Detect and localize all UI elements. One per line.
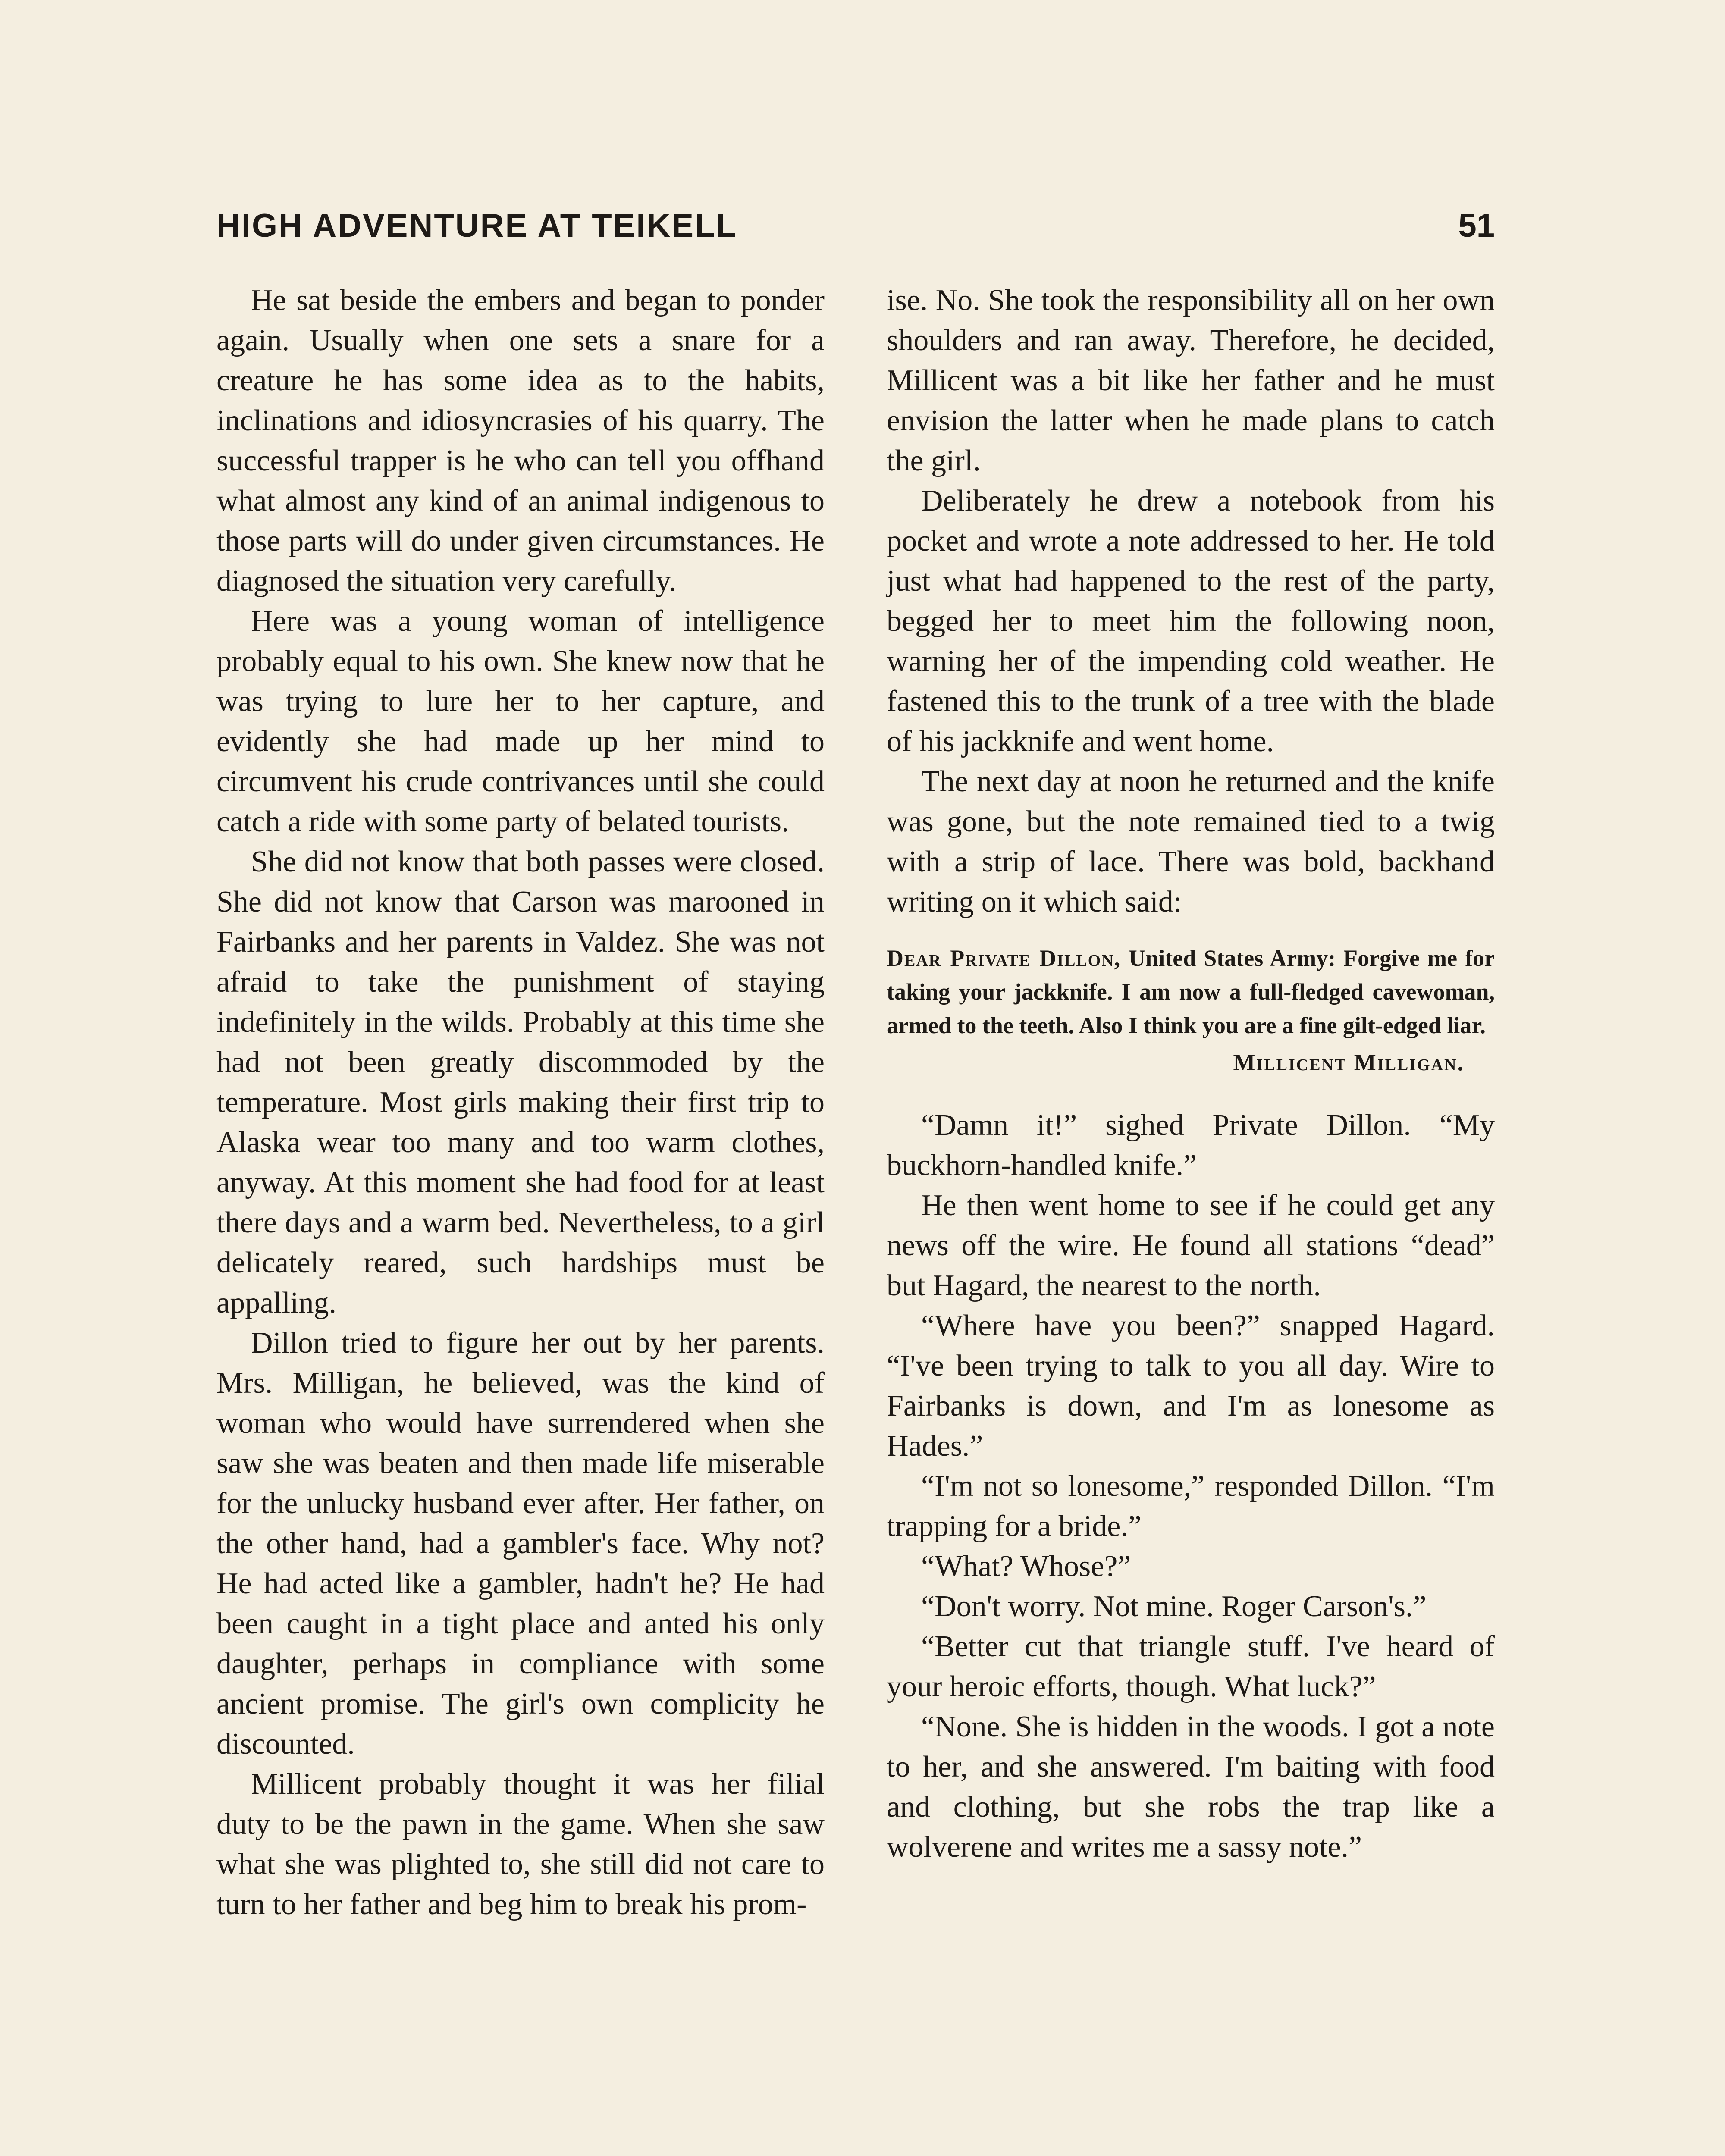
paragraph: Dillon tried to figure her out by her parents. Mrs. Milligan, he believed, was the kind of woman who would have surrendered when she saw she was beaten and then made life miserable for the unlucky husband ever after. Her father, on the other hand, had a gambler's face. Why not? He had acted like a gambler, hadn't he? He had been caught in a tight place and anted his only daughter, perhaps in compliance with some ancient promise. The girl's own complicity he discounted.: [216, 1326, 825, 1761]
paragraph: Millicent probably thought it was her filial duty to be the pawn in the game. When she saw what she was plighted to, she still did not care to turn to her father and beg him to break his prom-: [216, 1767, 825, 1921]
paragraph: Here was a young woman of intelligence probably equal to his own. She knew now that he was trying to lure her to her capture, and evidently she had made up her mind to circumvent his crude contrivances until she could catch a ride with some party of belated tourists.: [216, 605, 825, 838]
quoted-note: [887, 941, 1495, 1079]
paragraph: “I'm not so lonesome,” responded Dillon. “I'm trapping for a bride.”: [887, 1470, 1495, 1543]
note-body: United States Army: Forgive me for taking your jackknife. I am now a full-fledged cavewoman, armed to the teeth. Also I think you are a fine gilt-edged liar.: [887, 945, 1495, 1038]
note-salutation: Dear Private Dillon,: [887, 945, 1121, 971]
paragraph: He then went home to see if he could get any news off the wire. He found all stations “dead” but Hagard, the nearest to the north.: [887, 1189, 1495, 1302]
note-signature: Millicent Milligan.: [1233, 1050, 1465, 1075]
paragraph: “Where have you been?” snapped Hagard. “I've been trying to talk to you all day. Wire to Fairbanks is down, and I'm as lonesome as Hades.”: [887, 1309, 1495, 1463]
paragraph: “Damn it!” sighed Private Dillon. “My buckhorn-handled knife.”: [887, 1109, 1495, 1182]
paragraph-continuation: ise. No. She took the responsibility all on her own shoulders and ran away. Therefore, he decided, Millicent was a bit like her father and he must envision the latter when he made plans to catch the girl.: [887, 284, 1495, 477]
page-number: 51: [1458, 207, 1495, 244]
paragraph: Deliberately he drew a notebook from his pocket and wrote a note addressed to her. He told just what had happened to the rest of the party, begged her to meet him the following noon, warning her of the impending cold weather. He fastened this to the trunk of a tree with the blade of his jackknife and went home.: [887, 484, 1495, 758]
right-column: [887, 280, 1495, 1867]
running-title: HIGH ADVENTURE AT TEIKELL: [216, 207, 737, 244]
paragraph: The next day at noon he returned and the knife was gone, but the note remained tied to a twig with a strip of lace. There was bold, backhand writing on it which said:: [887, 765, 1495, 918]
paragraph: “None. She is hidden in the woods. I got a note to her, and she answered. I'm baiting with food and clothing, but she robs the trap like a wolverene and writes me a sassy note.”: [887, 1710, 1495, 1864]
left-column: [216, 280, 825, 1924]
paragraph: “Don't worry. Not mine. Roger Carson's.”: [921, 1590, 1427, 1623]
paragraph: She did not know that both passes were closed. She did not know that Carson was marooned in Fairbanks and her parents in Valdez. She was not afraid to take the punishment of staying indefinitely in the wilds. Probably at this time she had not been greatly discommoded by the temperature. Most girls making their first trip to Alaska wear too many and too warm clothes, anyway. At this moment she had food for at least there days and a warm bed. Nevertheless, to a girl delicately reared, such hardships must be appalling.: [216, 845, 825, 1319]
paragraph: “What? Whose?”: [921, 1550, 1131, 1583]
paragraph: He sat beside the embers and began to ponder again. Usually when one sets a snare for a creature he has some idea as to the habits, inclinations and idiosyncrasies of his quarry. The successful trapper is he who can tell you offhand what almost any kind of an animal indigenous to those parts will do under given circumstances. He diagnosed the situation very carefully.: [216, 284, 825, 598]
paragraph: “Better cut that triangle stuff. I've heard of your heroic efforts, though. What luck?”: [887, 1630, 1495, 1703]
page-header: [216, 207, 1495, 254]
